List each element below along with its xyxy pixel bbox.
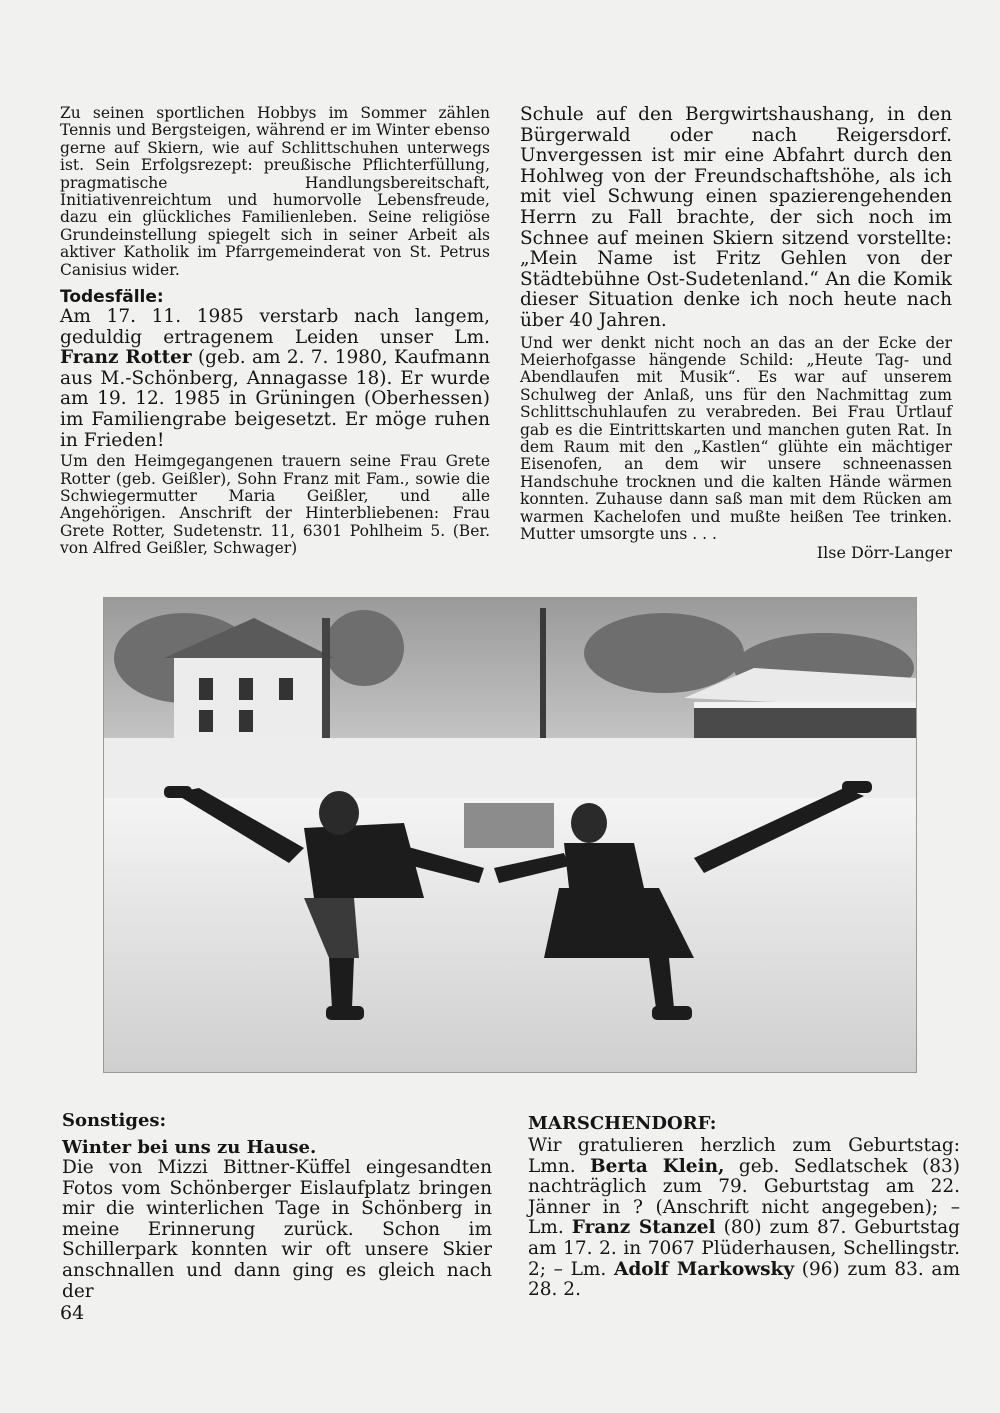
left-column (60, 105, 490, 558)
right-column (520, 105, 952, 562)
skaters-photo-illustration (104, 598, 916, 1072)
misc-heading: Sonstiges: (62, 1110, 167, 1131)
mourners-paragraph: Um den Heimgegangenen trauern seine Frau Grete Rotter (geb. Geißler), Sohn Franz mit Fam., sowie die Schwiegermutter Maria Geißler, und alle Angehörigen. Anschrift der Hinterbliebenen: Frau Grete Rotter, Sudetenstr. 11, 6301 Pohlheim 5. (Ber. von Alfred Geißler, Schwager) (60, 452, 490, 558)
snow-bank (104, 738, 916, 808)
birthday-paragraph (528, 1136, 960, 1301)
memory-paragraph: Schule auf den Bergwirtshaushang, in den Bürgerwald oder nach Reigersdorf. Unvergessen ist mir eine Abfahrt durch den Hohlweg von der Freundschaftshöhe, als ich mit viel Schwung einen spazierengehenden Herrn zu Fall brachte, der sich noch im Schnee auf meinen Skiern sitzend vorstellte: „Mein Name ist Fritz Gehlen von der Städtebühne Ost-Sudetenland.“ An die Komik dieser Situation denke ich noch heute nach über 40 Jahren. (520, 104, 952, 331)
birthday-text-4: (96) zum 83. am 28. 2. (528, 1258, 960, 1301)
bottom-right-column (528, 1113, 960, 1301)
skate-left-raised (164, 786, 192, 798)
death-notice (60, 307, 490, 451)
birthday-name-3: Adolf Markowsky (613, 1258, 795, 1280)
birthday-name-2: Franz Stanzel (571, 1217, 716, 1239)
death-text-1: Am 17. 11. 1985 verstarb nach langem, geduldig ertragenem Leiden unser Lm. (60, 306, 490, 348)
skate-right-raised (842, 781, 872, 793)
birthday-name-1: Berta Klein, (590, 1155, 725, 1177)
deceased-name: Franz Rotter (60, 347, 192, 369)
birthday-text-2: geb. Sedlatschek (83) nachträglich zum 79. Geburtstag am 22. Jänner in ? (Anschrift nicht angegeben); – Lm. (528, 1155, 960, 1239)
birthday-text-3: (80) zum 87. Geburtstag am 17. 2. in 7067 Plüderhausen, Schellingstr. 2; – Lm. (528, 1217, 960, 1280)
skaters-photo (103, 597, 917, 1073)
bio-paragraph: Zu seinen sportlichen Hobbys im Sommer zählen Tennis und Bergsteigen, während er im Winter ebenso gerne auf Skiern, wie auf Schlittschuhen unterwegs ist. Sein Erfolgsrezept: preußische Pflichterfüllung, pragmatische Handlungsbereitschaft, Initiativenreichtum und humorvolle Lebensfreude, dazu ein glückliches Familienleben. Seine religiöse Grundeinstellung spiegelt sich in seiner Arbeit als aktiver Katholik im Pfarrgemeinderat von St. Petrus Canisius wider. (60, 104, 490, 279)
skate-right-planted (652, 1006, 692, 1020)
winter-subheading: Winter bei uns zu Hause. (62, 1137, 317, 1158)
author-signature: Ilse Dörr-Langer (816, 543, 952, 563)
marschendorf-heading: MARSCHENDORF: (528, 1113, 717, 1134)
bottom-left-column (62, 1110, 492, 1302)
winter-paragraph: Die von Mizzi Bittner-Küffel eingesandten Fotos vom Schönberger Eislaufplatz bringen mir die winterlichen Tage in Schönberg in meine Erinnerung zurück. Schon im Schillerpark konnten wir oft unsere Skier anschnallen und dann ging es gleich nach der (62, 1157, 492, 1302)
death-text-2: (geb. am 2. 7. 1980, Kaufmann aus M.-Schönberg, Annagasse 18). Er wurde am 19. 12. 1985 in Grüningen (Oberhessen) im Familiengrabe beigesetzt. Er möge ruhen in Frieden! (60, 347, 490, 451)
skate-left-planted (326, 1006, 364, 1020)
memory-paragraph-2: Und wer denkt nicht noch an das an der Ecke der Meierhofgasse hängende Schild: „Heute Tag- und Abendlaufen mit Musik“. Es war auf unserem Schulweg der Anlaß, uns für den Nachmittag zum Schlittschuhlaufen zu verabreden. Bei Frau Urtlauf gab es die Eintrittskarten und manchen guten Rat. In dem Raum mit den „Kastlen“ glühte ein mächtiger Eisenofen, an dem wir unsere schneenassen Handschuhe trocknen und die kalten Hände wärmen konnten. Zuhause dann saß man mit dem Rücken am warmen Kachelofen und mußte heißen Tee trinken. Mutter umsorgte uns . . . (520, 333, 952, 543)
page-number: 64 (60, 1302, 85, 1324)
deaths-heading: Todesfälle: (60, 287, 164, 308)
birthday-text-1: Wir gratulieren herzlich zum Geburtstag: Lmn. (528, 1135, 960, 1177)
wall (464, 803, 554, 848)
